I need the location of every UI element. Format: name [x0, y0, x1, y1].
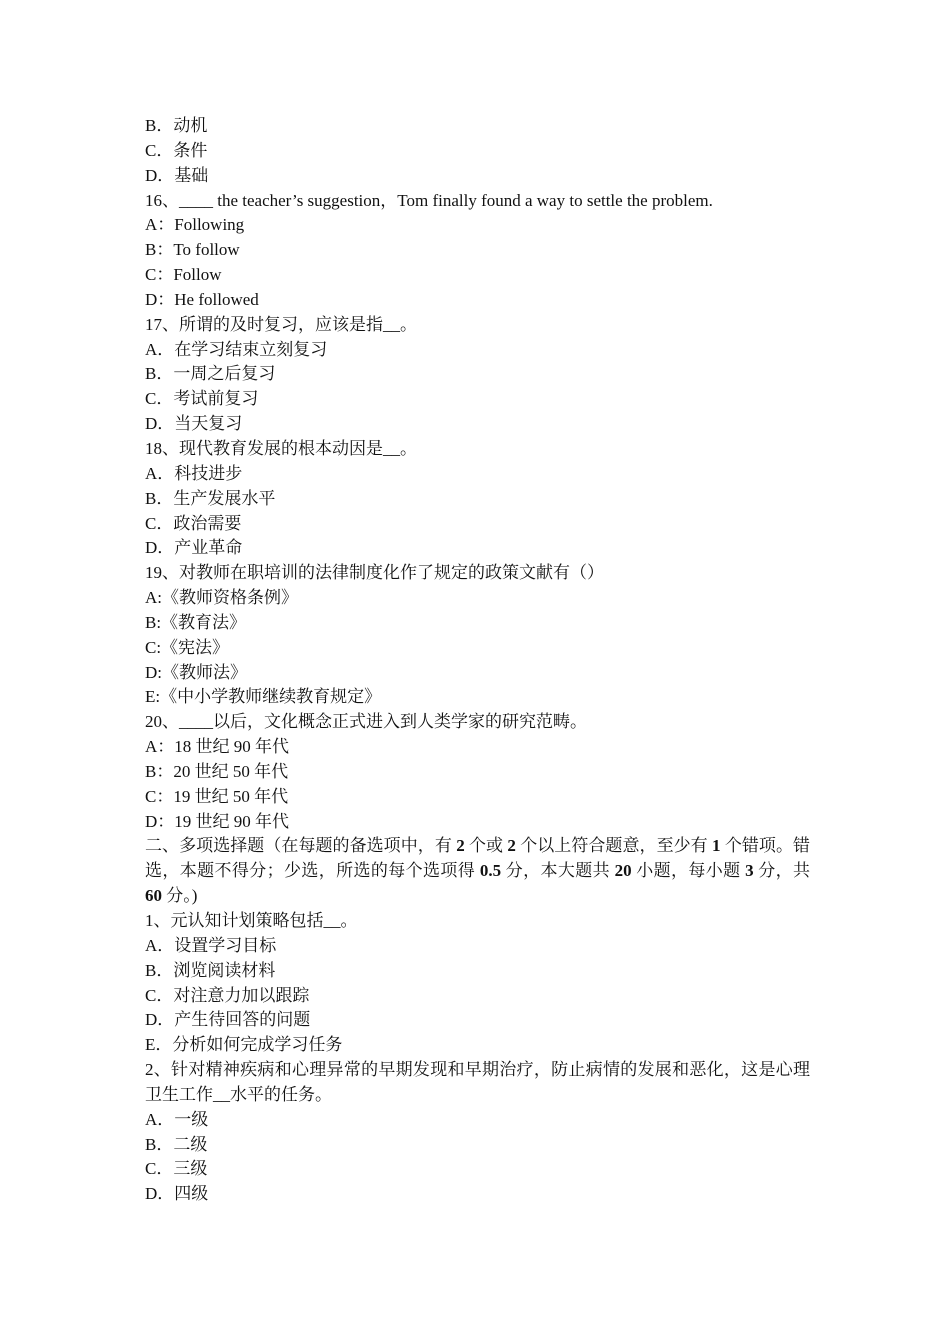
question-18: 18、现代教育发展的根本动因是__。	[145, 438, 417, 458]
document-page	[145, 114, 810, 1207]
option-line: D：He followed	[145, 289, 259, 309]
option-line: A:《教师资格条例》	[145, 588, 298, 608]
option-line: E．分析如何完成学习任务	[145, 1035, 343, 1055]
option-line: C．政治需要	[145, 513, 242, 533]
option-line: D:《教师法》	[145, 662, 247, 682]
option-line: B．动机	[145, 116, 208, 135]
option-line: A．在学习结束立刻复习	[145, 339, 328, 359]
option-line: A：Following	[145, 215, 245, 235]
option-line: C．考试前复习	[145, 389, 259, 409]
option-line: D．四级	[145, 1184, 209, 1204]
option-line: D．基础	[145, 165, 209, 185]
option-line: A．科技进步	[145, 463, 243, 483]
option-line: D．产生待回答的问题	[145, 1010, 311, 1030]
option-line: C．条件	[145, 140, 208, 160]
question-16: 16、____ the teacher’s suggestion，Tom finally found a way to settle the problem.	[145, 190, 713, 210]
option-line: C．对注意力加以跟踪	[145, 985, 310, 1005]
question-20: 20、____以后，文化概念正式进入到人类学家的研究范畴。	[145, 712, 587, 732]
option-line: B：20 世纪 50 年代	[145, 761, 289, 781]
option-line: A．一级	[145, 1109, 209, 1129]
option-line: D．当天复习	[145, 414, 243, 434]
option-line: C．三级	[145, 1159, 208, 1179]
option-line: A．设置学习目标	[145, 935, 277, 955]
option-line: B．一周之后复习	[145, 364, 276, 384]
question-s2-1: 1、元认知计划策略包括__。	[145, 911, 358, 930]
option-line: B．生产发展水平	[145, 488, 276, 508]
question-19: 19、对教师在职培训的法律制度化作了规定的政策文献有（）	[145, 563, 604, 583]
option-line: B:《教育法》	[145, 612, 247, 632]
question-s2-2: 2、针对精神疾病和心理异常的早期发现和早期治疗，防止病情的发展和恶化，这是心理卫生工作__水平的任务。	[145, 1060, 810, 1104]
option-line: B：To follow	[145, 240, 240, 260]
option-line: D：19 世纪 90 年代	[145, 811, 290, 831]
option-line: C:《宪法》	[145, 637, 230, 657]
option-line: C：19 世纪 50 年代	[145, 786, 289, 806]
section-2-heading: 二、多项选择题（在每题的备选项中，有 2 个或 2 个以上符合题意，至少有 1 个错项。错选，本题不得分；少选，所选的每个选项得 0.5 分，本大题共 20 小题，每小题 3 分，共 60 分。)	[145, 836, 811, 906]
option-line: A：18 世纪 90 年代	[145, 737, 290, 757]
option-line: E:《中小学教师继续教育规定》	[145, 687, 382, 707]
option-line: B．二级	[145, 1134, 208, 1154]
option-line: B．浏览阅读材料	[145, 960, 276, 980]
option-line: D．产业革命	[145, 538, 243, 558]
option-line: C：Follow	[145, 265, 222, 285]
question-17: 17、所谓的及时复习，应该是指__。	[145, 314, 417, 334]
